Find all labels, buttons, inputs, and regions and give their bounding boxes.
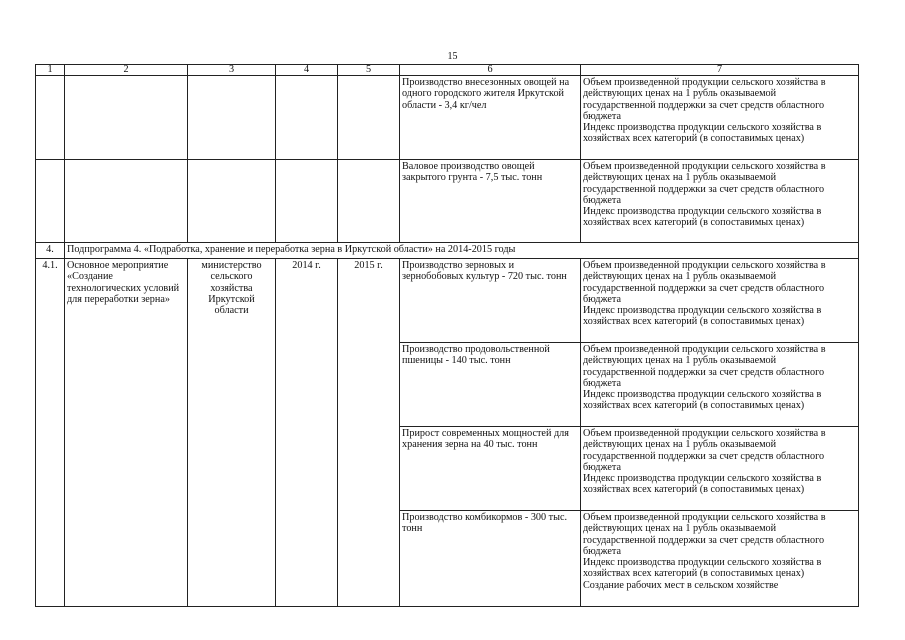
subprogram-number: 4. — [36, 243, 65, 259]
result-cell: Валовое производство овощей закрытого грунта - 7,5 тыс. тонн — [400, 160, 581, 243]
col-header: 1 — [36, 65, 65, 76]
criteria-line: хозяйствах всех категорий (в сопоставимых ценах) — [583, 217, 805, 229]
column-number-row — [36, 65, 859, 76]
criteria-line: Индекс производства продукции сельского хозяйства в — [583, 206, 822, 218]
empty-cell — [188, 160, 276, 243]
criteria-cell — [581, 259, 859, 343]
criteria-line: хозяйствах всех категорий (в сопоставимых ценах) — [583, 568, 805, 580]
empty-cell — [65, 76, 188, 160]
col-header: 6 — [400, 65, 581, 76]
criteria-line: действующих ценах на 1 рубль оказываемой — [583, 172, 777, 184]
criteria-line-extra: Создание рабочих мест в сельском хозяйстве — [583, 579, 779, 591]
criteria-line: бюджета — [583, 377, 621, 389]
criteria-line: государственной поддержки за счет средств областного — [583, 366, 825, 378]
criteria-line: бюджета — [583, 461, 621, 473]
table-row — [36, 259, 859, 343]
criteria-cell — [581, 160, 859, 243]
criteria-line: хозяйствах всех категорий (в сопоставимых ценах) — [583, 400, 805, 412]
col-header: 7 — [581, 65, 859, 76]
criteria-cell — [581, 511, 859, 607]
criteria-line: Индекс производства продукции сельского хозяйства в — [583, 389, 822, 401]
result-cell: Производство зерновых и зернобобовых культур - 720 тыс. тонн — [400, 259, 581, 343]
criteria-line: Индекс производства продукции сельского хозяйства в — [583, 473, 822, 485]
col-header: 3 — [188, 65, 276, 76]
empty-cell — [65, 160, 188, 243]
criteria-line: бюджета — [583, 545, 621, 557]
criteria-line: Объем произведенной продукции сельского хозяйства в — [583, 77, 826, 88]
result-cell: Прирост современных мощностей для хранения зерна на 40 тыс. тонн — [400, 427, 581, 511]
criteria-line: Объем произведенной продукции сельского хозяйства в — [583, 260, 826, 271]
result-cell: Производство комбикормов - 300 тыс. тонн — [400, 511, 581, 607]
criteria-line: государственной поддержки за счет средств областного — [583, 282, 825, 294]
subprogram-title: Подпрограмма 4. «Подработка, хранение и переработка зерна в Иркутской области» на 2014-2015 годы — [65, 243, 859, 259]
criteria-line: хозяйствах всех категорий (в сопоставимых ценах) — [583, 133, 805, 145]
col-header: 5 — [338, 65, 400, 76]
empty-cell — [338, 160, 400, 243]
criteria-line: действующих ценах на 1 рубль оказываемой — [583, 355, 777, 367]
criteria-line: Индекс производства продукции сельского хозяйства в — [583, 557, 822, 569]
criteria-line: бюджета — [583, 110, 621, 122]
criteria-cell — [581, 427, 859, 511]
criteria-line: Объем произведенной продукции сельского хозяйства в — [583, 512, 826, 523]
empty-cell — [36, 160, 65, 243]
criteria-line: Объем произведенной продукции сельского хозяйства в — [583, 161, 826, 172]
measure-number: 4.1. — [36, 259, 65, 607]
table-row — [36, 76, 859, 160]
criteria-line: действующих ценах на 1 рубль оказываемой — [583, 271, 777, 283]
col-header: 4 — [276, 65, 338, 76]
empty-cell — [338, 76, 400, 160]
criteria-line: хозяйствах всех категорий (в сопоставимых ценах) — [583, 484, 805, 496]
criteria-line: действующих ценах на 1 рубль оказываемой — [583, 88, 777, 100]
page-number: 15 — [447, 51, 458, 62]
result-cell: Производство внесезонных овощей на одного городского жителя Иркутской области - 3,4 кг/чел — [400, 76, 581, 160]
measure-start: 2014 г. — [276, 259, 338, 607]
criteria-line: государственной поддержки за счет средств областного — [583, 450, 825, 462]
measure-executor: министерство сельского хозяйства Иркутской области — [188, 259, 276, 607]
empty-cell — [276, 76, 338, 160]
result-cell: Производство продовольственной пшеницы - 140 тыс. тонн — [400, 343, 581, 427]
criteria-line: Индекс производства продукции сельского хозяйства в — [583, 122, 822, 134]
criteria-line: бюджета — [583, 293, 621, 305]
empty-cell — [276, 160, 338, 243]
criteria-line: государственной поддержки за счет средств областного — [583, 183, 825, 195]
criteria-cell — [581, 76, 859, 160]
criteria-line: хозяйствах всех категорий (в сопоставимых ценах) — [583, 316, 805, 328]
criteria-line: Индекс производства продукции сельского хозяйства в — [583, 305, 822, 317]
criteria-line: Объем произведенной продукции сельского хозяйства в — [583, 344, 826, 355]
col-header: 2 — [65, 65, 188, 76]
criteria-line: государственной поддержки за счет средств областного — [583, 99, 825, 111]
table-row — [36, 160, 859, 243]
program-table — [35, 64, 859, 607]
criteria-line: Объем произведенной продукции сельского хозяйства в — [583, 428, 826, 439]
criteria-line: действующих ценах на 1 рубль оказываемой — [583, 523, 777, 535]
criteria-line: действующих ценах на 1 рубль оказываемой — [583, 439, 777, 451]
subprogram-row — [36, 243, 859, 259]
measure-end: 2015 г. — [338, 259, 400, 607]
criteria-cell — [581, 343, 859, 427]
criteria-line: бюджета — [583, 194, 621, 206]
empty-cell — [188, 76, 276, 160]
measure-name: Основное мероприятие «Создание технологических условий для переработки зерна» — [65, 259, 188, 607]
empty-cell — [36, 76, 65, 160]
criteria-line: государственной поддержки за счет средств областного — [583, 534, 825, 546]
